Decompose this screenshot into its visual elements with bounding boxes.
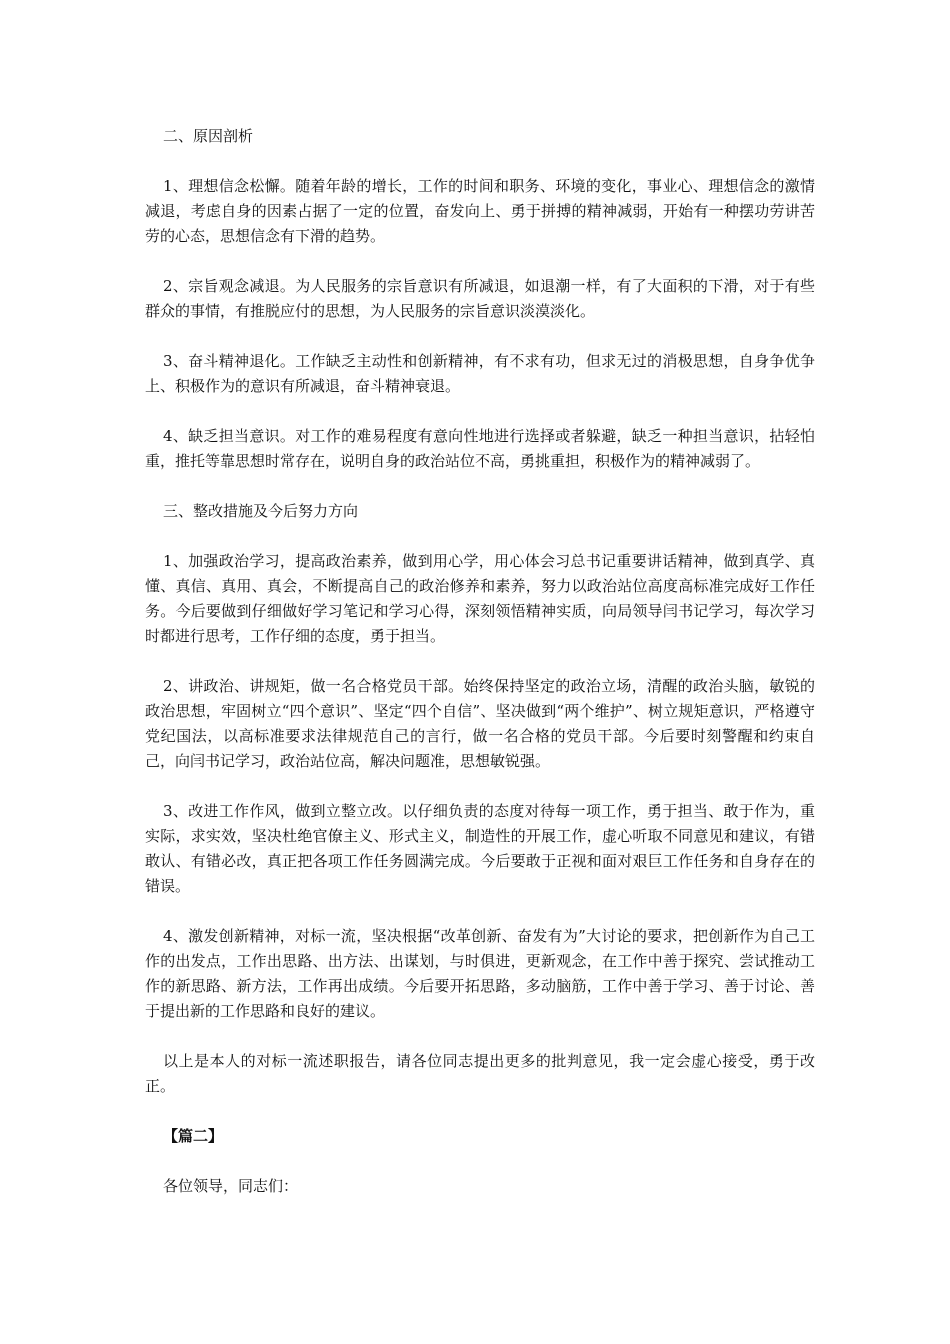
paragraph-struggle-spirit: 3、奋斗精神退化。工作缺乏主动性和创新精神，有不求有功，但求无过的消极思想，自身争优争上、积极作为的意识有所减退，奋斗精神衰退。	[145, 352, 815, 395]
paragraph-innovation: 4、激发创新精神，对标一流，坚决根据“改革创新、奋发有为”大讨论的要求，把创新作为自己工作的出发点，工作出思路、出方法、出谋划，与时俱进，更新观念，在工作中善于探究、尝试推动工作的新思路、新方法，工作再出成绩。今后要开拓思路，多动脑筋，工作中善于学习、善于讨论、善于提出新的工作思路和良好的建议。	[145, 927, 815, 1020]
paragraph-ideal-belief: 1、理想信念松懈。随着年龄的增长，工作的时间和职务、环境的变化，事业心、理想信念的激情减退，考虑自身的因素占据了一定的位置，奋发向上、勇于拼搏的精神减弱，开始有一种摆功劳讲苦劳的心态，思想信念有下滑的趋势。	[145, 177, 815, 245]
section-heading-cause-analysis: 二、原因剖析	[163, 127, 254, 145]
salutation: 各位领导，同志们：	[163, 1177, 299, 1195]
part-two-heading: 【篇二】	[163, 1127, 224, 1145]
paragraph-politics-rules: 2、讲政治、讲规矩，做一名合格党员干部。始终保持坚定的政治立场，清醒的政治头脑，敏锐的政治思想，牢固树立“四个意识”、坚定“四个自信”、坚决做到“两个维护”、树立规矩意识，严格遵守党纪国法，以高标准要求法律规范自己的言行，做一名合格的党员干部。今后要时刻警醒和约束自己，向闫书记学习，政治站位高，解决问题准，思想敏锐强。	[145, 677, 815, 770]
paragraph-political-study: 1、加强政治学习，提高政治素养，做到用心学，用心体会习总书记重要讲话精神，做到真学、真懂、真信、真用、真会，不断提高自己的政治修养和素养，努力以政治站位高度高标准完成好工作任务。今后要做到仔细做好学习笔记和学习心得，深刻领悟精神实质，向局领导闫书记学习，每次学习时都进行思考，工作仔细的态度，勇于担当。	[145, 552, 815, 645]
section-heading-rectification: 三、整改措施及今后努力方向	[163, 502, 359, 520]
paragraph-purpose-concept: 2、宗旨观念减退。为人民服务的宗旨意识有所减退，如退潮一样，有了大面积的下滑，对于有些群众的事情，有推脱应付的思想，为人民服务的宗旨意识淡漠淡化。	[145, 277, 815, 320]
paragraph-work-style: 3、改进工作作风，做到立整立改。以仔细负责的态度对待每一项工作，勇于担当、敢于作为，重实际，求实效，坚决杜绝官僚主义、形式主义，制造性的开展工作，虚心听取不同意见和建议，有错敢认、有错必改，真正把各项工作任务圆满完成。今后要敢于正视和面对艰巨工作任务和自身存在的错误。	[145, 802, 815, 895]
paragraph-responsibility: 4、缺乏担当意识。对工作的难易程度有意向性地进行选择或者躲避，缺乏一种担当意识，拈轻怕重，推托等靠思想时常存在，说明自身的政治站位不高，勇挑重担，积极作为的精神减弱了。	[145, 427, 815, 470]
document-body	[145, 124, 815, 1224]
paragraph-closing: 以上是本人的对标一流述职报告，请各位同志提出更多的批判意见，我一定会虚心接受，勇于改正。	[145, 1052, 815, 1095]
